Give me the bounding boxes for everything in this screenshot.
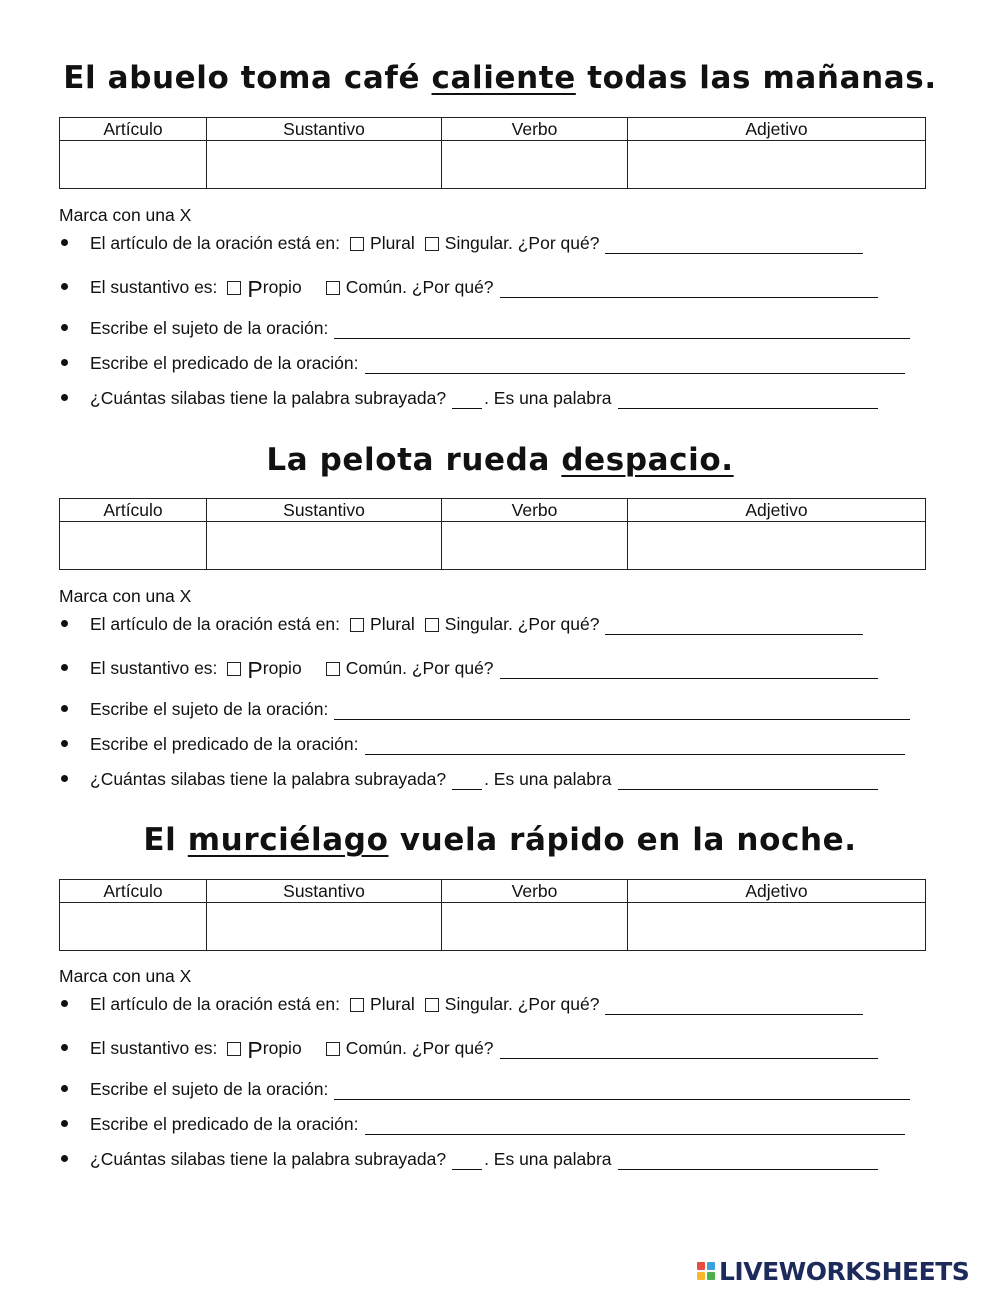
answer-line[interactable] [334,701,910,720]
underlined-word: caliente [431,60,576,96]
liveworksheets-logo [697,1257,969,1285]
bullet-icon [61,283,68,290]
answer-line[interactable] [500,660,878,679]
header-adjetivo: Adjetivo [628,499,926,522]
question-subject: Escribe el sujeto de la oración: [59,315,910,339]
propio-checkbox[interactable] [227,1042,241,1056]
bullet-icon [61,324,68,331]
bullet-icon [61,1120,68,1127]
bullet-icon [61,775,68,782]
answer-cell-sustantivo[interactable] [207,141,442,189]
question-noun-type: El sustantivo es: P ropio Común. ¿Por qué? [59,655,878,679]
answer-line[interactable] [500,1040,878,1059]
logo-square-green [707,1272,715,1280]
question-noun-type: El sustantivo es: P ropio Común. ¿Por qué? [59,1035,878,1059]
answer-line[interactable] [618,390,878,409]
instruction: Marca con una X [59,205,192,225]
answer-cell-verbo[interactable] [442,141,628,189]
logo-square-red [697,1262,705,1270]
answer-cell-verbo[interactable] [442,903,628,951]
bullet-icon [61,1044,68,1051]
question-subject: Escribe el sujeto de la oración: [59,696,910,720]
sentence-2: La pelota rueda despacio. [266,442,734,478]
instruction: Marca con una X [59,586,192,606]
underlined-word: murciélago [187,822,389,858]
plural-checkbox[interactable] [350,618,364,632]
question-article-number: El artículo de la oración está en: Plural Singular. ¿Por qué? [59,991,863,1015]
bullet-icon [61,664,68,671]
answer-line[interactable] [365,736,905,755]
propio-checkbox[interactable] [227,662,241,676]
header-articulo: Artículo [60,499,207,522]
singular-checkbox[interactable] [425,237,439,251]
question-article-number: El artículo de la oración está en: Plural Singular. ¿Por qué? [59,230,863,254]
bullet-icon [61,620,68,627]
header-adjetivo: Adjetivo [628,118,926,141]
underlined-word: despacio. [561,442,734,478]
header-sustantivo: Sustantivo [207,118,442,141]
bullet-icon [61,394,68,401]
answer-line[interactable] [605,616,863,635]
question-syllables: ¿Cuántas silabas tiene la palabra subrayada? . Es una palabra [59,385,878,409]
singular-checkbox[interactable] [425,618,439,632]
answer-cell-adjetivo[interactable] [628,522,926,570]
question-predicate: Escribe el predicado de la oración: [59,731,905,755]
bullet-icon [61,705,68,712]
header-verbo: Verbo [442,499,628,522]
sentence-3: El murciélago vuela rápido en la noche. [143,822,857,858]
answer-line[interactable] [365,1116,905,1135]
answer-cell-articulo[interactable] [60,141,207,189]
plural-checkbox[interactable] [350,237,364,251]
bullet-icon [61,740,68,747]
logo-text: LIVEWORKSHEETS [719,1256,970,1286]
question-syllables: ¿Cuántas silabas tiene la palabra subrayada? . Es una palabra [59,1146,878,1170]
answer-line[interactable] [618,1151,878,1170]
answer-cell-sustantivo[interactable] [207,522,442,570]
answer-line[interactable] [605,235,863,254]
bullet-icon [61,1155,68,1162]
logo-square-yellow [697,1272,705,1280]
header-adjetivo: Adjetivo [628,880,926,903]
answer-line[interactable] [605,996,863,1015]
question-subject: Escribe el sujeto de la oración: [59,1076,910,1100]
comun-checkbox[interactable] [326,281,340,295]
comun-checkbox[interactable] [326,662,340,676]
question-predicate: Escribe el predicado de la oración: [59,350,905,374]
plural-checkbox[interactable] [350,998,364,1012]
header-articulo: Artículo [60,118,207,141]
answer-cell-sustantivo[interactable] [207,903,442,951]
answer-line[interactable] [334,320,910,339]
logo-mark-icon [697,1262,715,1280]
syllable-count-blank[interactable] [452,771,482,790]
answer-cell-articulo[interactable] [60,522,207,570]
question-article-number: El artículo de la oración está en: Plural Singular. ¿Por qué? [59,611,863,635]
header-sustantivo: Sustantivo [207,499,442,522]
bullet-icon [61,239,68,246]
parts-of-speech-table [59,117,926,189]
bullet-icon [61,1085,68,1092]
answer-cell-articulo[interactable] [60,903,207,951]
question-syllables: ¿Cuántas silabas tiene la palabra subrayada? . Es una palabra [59,766,878,790]
header-articulo: Artículo [60,880,207,903]
bullet-icon [61,359,68,366]
answer-line[interactable] [334,1081,910,1100]
header-sustantivo: Sustantivo [207,880,442,903]
question-noun-type: El sustantivo es: P ropio Común. ¿Por qué? [59,274,878,298]
answer-cell-adjetivo[interactable] [628,141,926,189]
answer-cell-verbo[interactable] [442,522,628,570]
answer-line[interactable] [500,279,878,298]
instruction: Marca con una X [59,966,192,986]
parts-of-speech-table [59,498,926,570]
syllable-count-blank[interactable] [452,390,482,409]
answer-line[interactable] [365,355,905,374]
comun-checkbox[interactable] [326,1042,340,1056]
propio-checkbox[interactable] [227,281,241,295]
bullet-icon [61,1000,68,1007]
header-verbo: Verbo [442,880,628,903]
question-predicate: Escribe el predicado de la oración: [59,1111,905,1135]
answer-line[interactable] [618,771,878,790]
syllable-count-blank[interactable] [452,1151,482,1170]
header-verbo: Verbo [442,118,628,141]
logo-square-blue [707,1262,715,1270]
parts-of-speech-table [59,879,926,951]
answer-cell-adjetivo[interactable] [628,903,926,951]
singular-checkbox[interactable] [425,998,439,1012]
sentence-1: El abuelo toma café caliente todas las mañanas. [63,60,937,96]
